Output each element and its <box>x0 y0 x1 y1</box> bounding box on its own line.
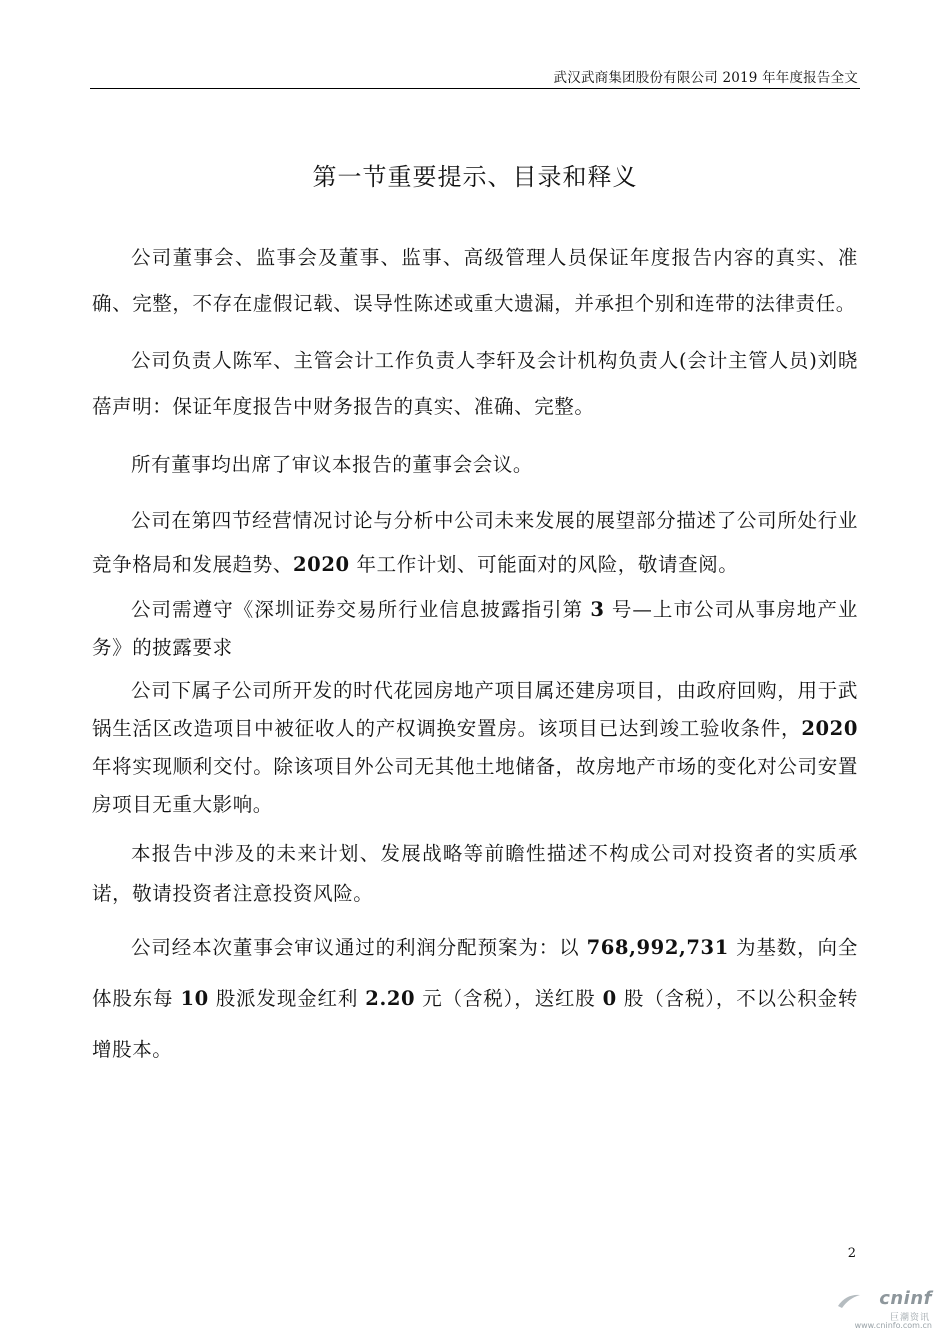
header-rule <box>90 88 860 89</box>
paragraph-declaration: 公司负责人陈军、主管会计工作负责人李轩及会计机构负责人(会计主管人员)刘晓蓓声明：保证年度报告中财务报告的真实、准确、完整。 <box>92 349 858 418</box>
logo-brand: cninf <box>879 1288 932 1309</box>
paragraph-responsibility: 公司董事会、监事会及董事、监事、高级管理人员保证年度报告内容的真实、准确、完整，不存在虚假记载、误导性陈述或重大遗漏，并承担个别和连带的法律责任。 <box>92 246 858 315</box>
paragraph-attendance: 所有董事均出席了审议本报告的董事会会议。 <box>131 453 534 476</box>
paragraph-real-estate: 公司下属子公司所开发的时代花园房地产项目属还建房项目，由政府回购，用于武锅生活区改造项目中被征收人的产权调换安置房。该项目已达到竣工验收条件，2020 年将实现顺利交付。除该项目外公司无其他土地储备，故房地产市场的变化对公司安置房项目无重大影响。 <box>92 679 858 816</box>
swoosh-icon <box>836 1292 862 1310</box>
page-number: 2 <box>847 1246 856 1261</box>
paragraph-forward-looking: 本报告中涉及的未来计划、发展战略等前瞻性描述不构成公司对投资者的实质承诺，敬请投资者注意投资风险。 <box>92 842 858 905</box>
cninf-logo <box>826 1288 936 1332</box>
paragraph-disclosure-rule: 公司需遵守《深圳证券交易所行业信息披露指引第 3 号—上市公司从事房地产业务》的披露要求 <box>92 598 859 659</box>
paragraph-dividend: 公司经本次董事会审议通过的利润分配预案为：以 768,992,731 为基数，向全体股东每 10 股派发现金红利 2.20 元（含税），送红股 0 股（含税），不以公积金转增股本。 <box>92 936 859 1061</box>
body-text <box>92 235 858 1075</box>
logo-url: www.cninfo.com.cn <box>854 1321 932 1330</box>
logo-brand-cn: 巨潮资讯 <box>889 1313 930 1323</box>
section-title: 第一节重要提示、目录和释义 <box>312 163 638 191</box>
header-text: 武汉武商集团股份有限公司 2019 年年度报告全文 <box>553 70 858 86</box>
paragraph-outlook: 公司在第四节经营情况讨论与分析中公司未来发展的展望部分描述了公司所处行业竞争格局和发展趋势、2020 年工作计划、可能面对的风险，敬请查阅。 <box>92 509 858 576</box>
